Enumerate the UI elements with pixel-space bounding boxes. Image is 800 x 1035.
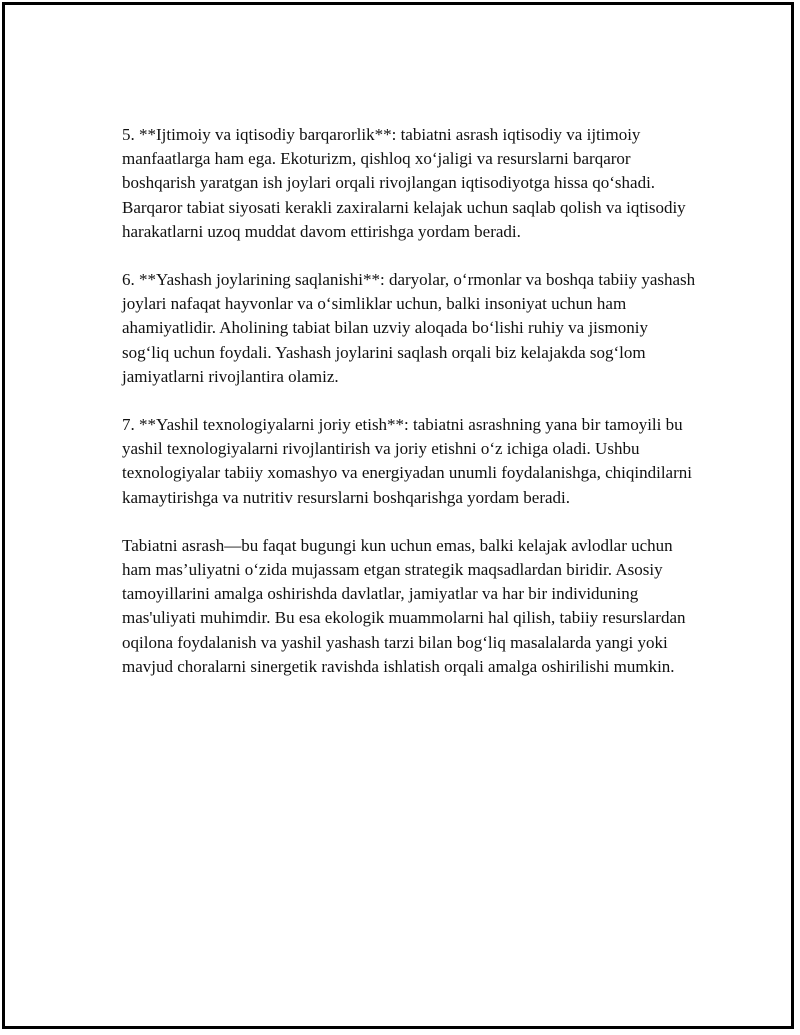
paragraph-social-economic-stability: 5. **Ijtimoiy va iqtisodiy barqarorlik**: tabiatni asrash iqtisodiy va ijtimoiy manfaatlarga ham ega. Ekoturizm, qishloq xo‘jaligi va resurslarni barqaror boshqarish yaratgan ish joylari orqali rivojlangan iqtisodiyotga hissa qo‘shadi. Barqaror tabiat siyosati kerakli zaxiralarni kelajak uchun saqlab qolish va iqtisodiy harakatlarni uzoq muddat davom ettirishga yordam beradi. [122,125,686,241]
page-frame [2,2,794,1029]
paragraph-conclusion: Tabiatni asrash—bu faqat bugungi kun uchun emas, balki kelajak avlodlar uchun ham mas’uliyatni o‘zida mujassam etgan strategik maqsadlardan biridir. Asosiy tamoyillarini amalga oshirishda davlatlar, jamiyatlar va har bir individuning mas'uliyati muhimdir. Bu esa ekologik muammolarni hal qilish, tabiiy resurslardan oqilona foydalanish va yashil yashash tarzi bilan bog‘liq masalalarda yangi yoki mavjud choralarni sinergetik ravishda ishlatish orqali amalga oshirilishi mumkin. [122,535,686,676]
document-body [122,123,697,703]
paragraph-green-technologies: 7. **Yashil texnologiyalarni joriy etish**: tabiatni asrashning yana bir tamoyili bu yashil texnologiyalarni rivojlantirish va joriy etishni o‘z ichiga oladi. Ushbu texnologiyalar tabiiy xomashyo va energiyadan unumli foydalanishga, chiqindilarni kamaytirishga va nutritiv resurslarni boshqarishga yordam beradi. [122,415,692,507]
paragraph-habitat-preservation: 6. **Yashash joylarining saqlanishi**: daryolar, o‘rmonlar va boshqa tabiiy yashash joylari nafaqat hayvonlar va o‘simliklar uchun, balki insoniyat uchun ham ahamiyatlidir. Aholining tabiat bilan uzviy aloqada bo‘lishi ruhiy va jismoniy sog‘liq uchun foydali. Yashash joylarini saqlash orqali biz kelajakda sog‘lom jamiyatlarni rivojlantira olamiz. [122,270,696,386]
